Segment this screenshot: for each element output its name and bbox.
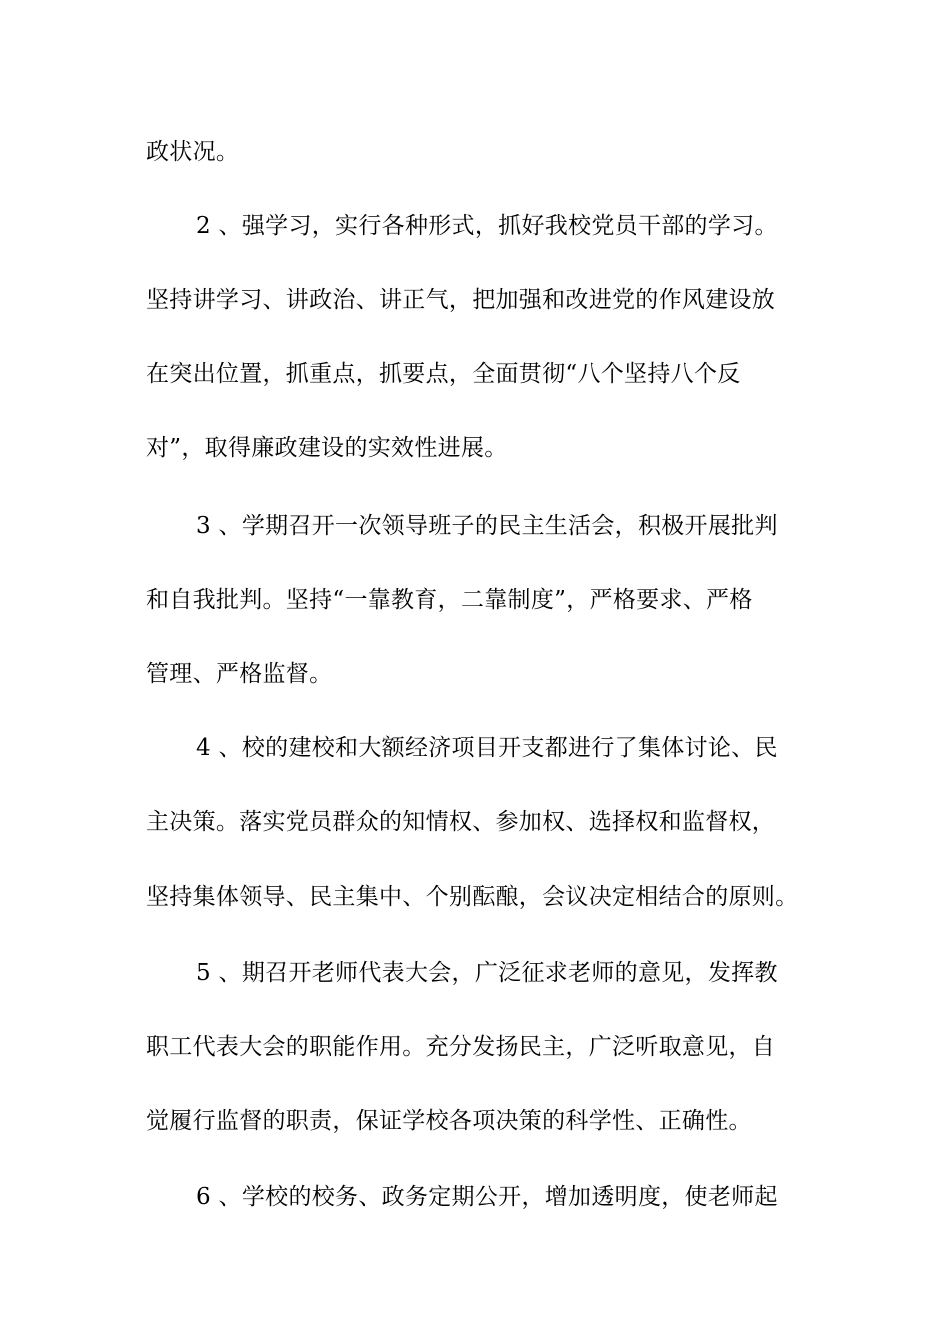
text-line: 管理、严格监督。	[146, 661, 333, 687]
text-line: 政状况。	[146, 139, 240, 165]
text-line: 和自我批判。坚持“一靠教育，二靠制度”，严格要求、严格	[146, 587, 753, 613]
paragraph-3-line: 3 、学期召开一次领导班子的民主生活会，积极开展批判	[196, 513, 778, 539]
paragraph-6-line: 6 、学校的校务、政务定期公开，增加透明度，使老师起	[196, 1184, 778, 1210]
text-line: 对”，取得廉政建设的实效性进展。	[146, 435, 508, 461]
text-line: 在突出位置，抓重点，抓要点，全面贯彻“八个坚持八个反	[146, 361, 741, 387]
text-line: 坚持讲学习、讲政治、讲正气，把加强和改进党的作风建设放	[146, 287, 776, 313]
paragraph-2-line: 2 、强学习，实行各种形式，抓好我校党员干部的学习。	[196, 213, 778, 239]
text-line: 坚持集体领导、民主集中、个别酝酿，会议决定相结合的原则。	[146, 884, 799, 910]
text-line: 职工代表大会的职能作用。充分发扬民主，广泛听取意见，自	[146, 1034, 776, 1060]
text-line: 觉履行监督的职责，保证学校各项决策的科学性、正确性。	[146, 1108, 752, 1134]
paragraph-4-line: 4 、校的建校和大额经济项目开支都进行了集体讨论、民	[196, 735, 778, 761]
paragraph-5-line: 5 、期召开老师代表大会，广泛征求老师的意见，发挥教	[196, 960, 778, 986]
text-line: 主决策。落实党员群众的知情权、参加权、选择权和监督权，	[146, 809, 776, 835]
